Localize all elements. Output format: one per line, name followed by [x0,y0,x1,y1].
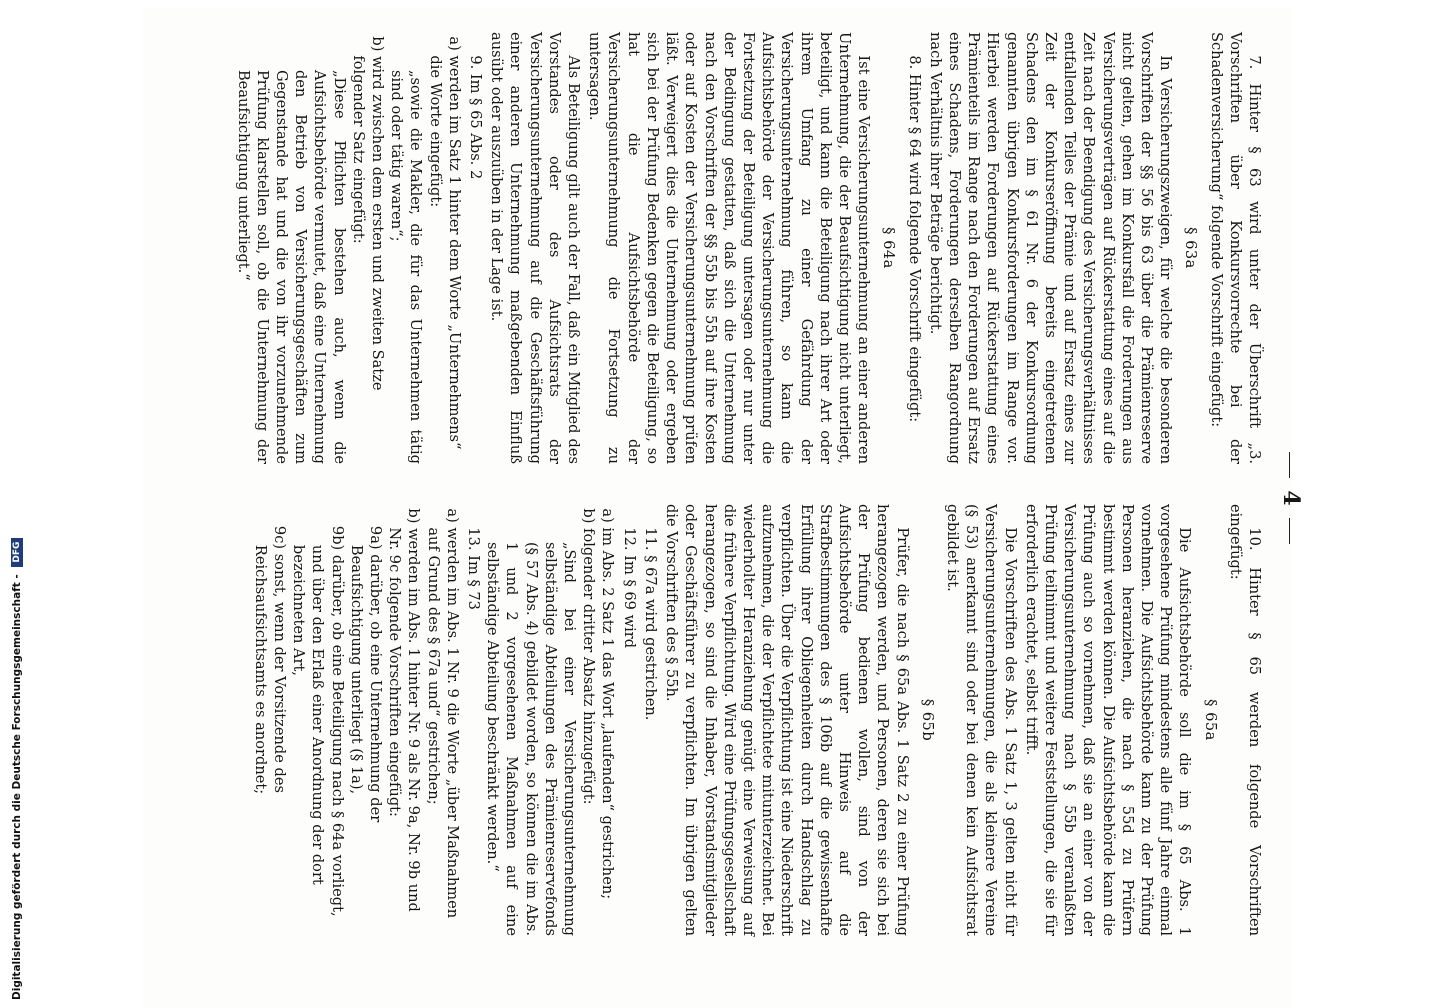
paragraph: Prüfer, die nach § 65a Abs. 1 Satz 2 zu einer Prüfung herangezogen werden, und Personen, deren sie sich bei der Prüfung bedienen wollen, sind von der Aufsichtsbehörde unter Hinweis auf die Strafbestimmungen des § 106b auf die gewissenhafte Erfüllung ihrer Obliegenheiten durch Handschlag zu verpflichten. Über die Verpflichtung ist eine Niederschrift aufzunehmen, die der Verpflichtete mitunterzeichnet. Bei wiederholter Heranziehung genügt eine Verweisung auf die frühere Verpflichtung. Wird eine Prüfungsgesellschaft herangezogen, so sind die Inhaber, Vorstandsmitglieder oder Geschäftsführer zu verpflichten. Im übrigen gelten die Vorschriften des § 55h. [663,504,911,936]
paragraph: 9c) sonst, wenn der Vorsitzende des Reichsaufsichtsamts es anordnet; [251,525,289,795]
credit-text: Digitalisierung gefördert durch die Deutsche Forschungsgemeinschaft - [11,574,23,1000]
paragraph: 13. Im § 73 [465,527,483,610]
paragraph: Die Aufsichtsbehörde soll die im § 65 Abs. 1 vorgesehene Prüfung mindestens alle fünf Jahre einmal vornehmen. Die Aufsichtsbehörde kann zu der Prüfung Personen heranziehen, die nach § 55d zu Prüfern bestimmt werden können. Die Aufsichtsbehörde kann die Prüfung auch so vornehmen, daß sie an einer von der Versicherungsunternehmung nach § 55b veranlaßten Prüfung teilnimmt und weitere Feststellungen, die sie für erforderlich erachtet, selbst trifft. [1022,504,1194,936]
page-number-dash-right [1290,518,1291,544]
paragraph: a) werden im Abs. 1 Nr. 9 die Worte „über Maßnahmen auf Grund des § 67a und“ gestrichen; [424,508,461,919]
paragraph: 9b) darüber, ob eine Beteiligung nach § 64a vorliegt, und über den Erlaß einer Anordnung der dort bezeichneten Art, [290,525,346,917]
paragraph: a) im Abs. 2 Satz 1 das Wort „laufenden“ gestrichen; [599,508,617,900]
paragraph: 12. Im § 69 wird [620,527,638,649]
paragraph: b) wird zwischen dem ersten und zweiten Satze folgender Satz eingefügt: [349,36,387,391]
page-number: 4 [1278,490,1304,506]
left-column [233,32,1264,464]
paragraph: 7. Hinter § 63 wird unter der Überschrift „3. Vorschriften über Konkursvorrechte bei der Schadenversicherung“ folgende Vorschrift eingefügt: [1207,32,1263,464]
paragraph: b) werden im Abs. 1 hinter Nr. 9 als Nr. 9a, Nr. 9b und Nr. 9c folgende Vorschriften eingefügt: [386,508,423,912]
paragraph: a) werden im Satz 1 hinter dem Worte „Unternehmens“ die Worte eingefügt: [426,36,463,450]
page-number-line [1278,8,1304,988]
paragraph: b) folgender dritter Absatz hinzugefügt: [580,508,598,805]
section-heading: § 63a [1182,227,1200,269]
paragraph: 10. Hinter § 65 werden folgende Vorschriften eingefügt: [1226,504,1263,936]
section-heading: § 64a [880,227,898,269]
digitization-credit [0,0,30,1000]
paragraph: In Versicherungszweigen, für welche die besonderen Vorschriften der §§ 56 bis 63 über die Prämienreserve nicht gelten, gehen im Konkursfall die Forderungen aus Versicherungsverträgen auf Rückerstattung eines auf die Zeit nach der Beendigung des Versicherungsverhältnisses entfallenden Teiles der Prämie und auf Ersatz eines zur Zeit der Konkurseröffnung bereits eingetretenen Schadens den im § 61 Nr. 6 der Konkursordnung genannten übrigen Konkursforderungen im Range vor. Hierbei werden Forderungen auf Rückerstattung eines Prämienteils im Range nach den Forderungen auf Ersatz eines Schadens, Forderungen derselben Rangordnung nach Verhältnis ihrer Beträge berichtigt. [926,32,1175,464]
section-heading: § 65a [1201,699,1219,741]
paragraph: „Diese Pflichten bestehen auch, wenn die Aufsichtsbehörde vermutet, daß eine Unternehmung den Betrieb von Versicherungsgeschäften zum Gegenstande hat und die von ihr vorzunehmende Prüfung klarstellen soll, ob die Unternehmung der Beaufsichtigung unterliegt.“ [234,69,348,464]
scanned-page [142,8,1304,1008]
dfg-logo: DFG [11,538,23,567]
paragraph: „sowie die Makler, die für das Unternehmen tätig sind oder tätig waren“; [388,69,425,464]
paragraph: 11. § 67a wird gestrichen. [641,527,659,721]
page-content [142,8,1304,988]
paragraph: 9a) darüber, ob eine Unternehmung der Beaufsichtigung unterliegt (§ 1a), [347,525,385,823]
page-number-dash-left [1290,452,1291,478]
paragraph: Die Vorschriften des Abs. 1 Satz 1, 3 gelten nicht für Versicherungsunternehmungen, die als kleinere Vereine (§ 53) anerkannt sind oder bei denen kein Aufsichtsrat gebildet ist. [943,504,1019,936]
right-column [251,504,1264,936]
section-heading: § 65b [918,698,936,742]
paragraph: Ist eine Versicherungsunternehmung an einer anderen Unternehmung, die der Beaufsichtigung nicht unterliegt, beteiligt, und kann die Beteiligung nach ihrer Art oder ihrem Umfang zu einer Gefährdung der Versicherungsunternehmung führen, so kann die Aufsichtsbehörde der Versicherungsunternehmung die Fortsetzung der Beteiligung untersagen oder nur unter der Bedingung gestatten, daß sich die Unternehmung nach den Vorschriften der §§ 55b bis 55h auf ihre Kosten oder auf Kosten der Versicherungsunternehmung prüfen läßt. Verweigert dies die Unternehmung oder ergeben sich bei der Prüfung Bedenken gegen die Beteiligung, so hat die Aufsichtsbehörde der Versicherungsunternehmung die Fortsetzung zu untersagen. [586,32,873,464]
paragraph: „Sind bei einer Versicherungsunternehmung selbständige Abteilungen des Prämienreservefonds (§ 57 Abs. 4) gebildet worden, so können die im Abs. 1 und 2 vorgesehenen Maßnahmen auf eine selbständige Abteilung beschränkt werden.“ [484,541,579,936]
paragraph: 9. Im § 65 Abs. 2 [467,55,485,180]
paragraph: 8. Hinter § 64 wird folgende Vorschrift eingefügt: [905,55,923,423]
paragraph: Als Beteiligung gilt auch der Fall, daß ein Mitglied des Vorstandes oder des Aufsichtsrats der Versicherungsunternehmung auf die Geschäftsführung einer anderen Unternehmung maßgebenden Einfluß ausübt oder auszuüben in der Lage ist. [488,32,583,464]
